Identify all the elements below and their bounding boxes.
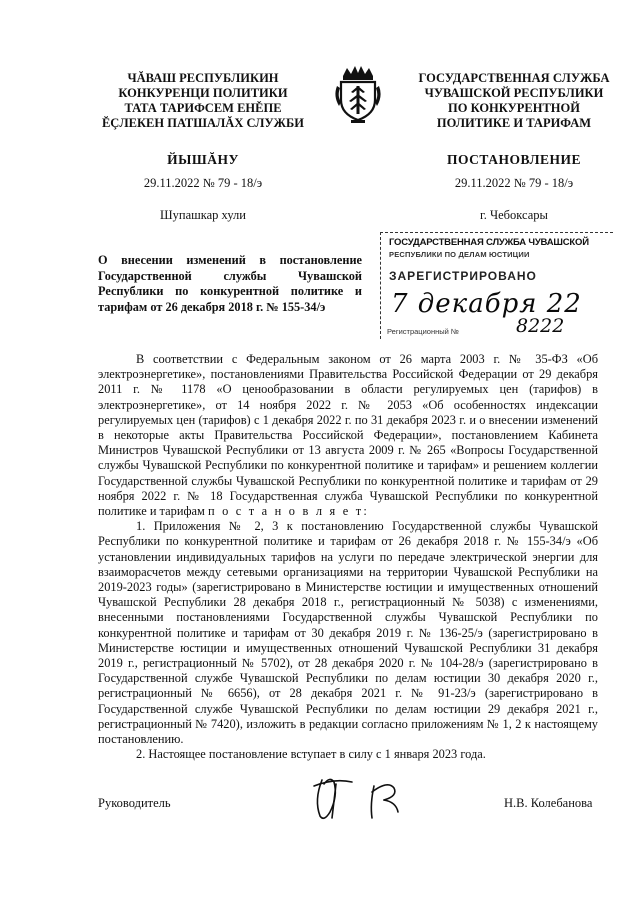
header-left-line: КОНКУРЕНЦИ ПОЛИТИКИ <box>118 86 288 100</box>
header-right-line: ГОСУДАРСТВЕННАЯ СЛУЖБА <box>418 71 610 85</box>
preamble-text: В соответствии с Федеральным законом от 26 марта 2003 г. № 35-ФЗ «Об электроэнергетике», постановлениями Правительства Российской Федерации от 29 декабря 2011 г. № 1178 «О ценообразовании в области регулируемых цен (тарифов) в электроэнергетике», от 14 ноября 2022 г. № 2053 «Об особенностях индексации регулируемых цен (тарифов) с 1 декабря 2022 г. по 31 декабря 2023 г. и о внесении изменений в некоторые акты Правительства Российской Федерации», постановлением Кабинета Министров Чувашской Республики от 13 августа 2009 г. № 265 «Вопросы Государственной службы Чувашской Республики по конкурентной политике и тарифам» и решением коллегии Государственной службы Чувашской Республики по конкурентной политике и тарифам от 29 ноября 2022 г. № 18 Государственная служба Чувашской Республики по конкурентной политике и тарифам <box>98 352 598 519</box>
doc-number-left: 29.11.2022 № 79 - 18/э <box>143 176 263 190</box>
header-right-line: ЧУВАШСКОЙ РЕСПУБЛИКИ <box>424 86 604 100</box>
header-left-line: ТАТА ТАРИФСЕМ ЕНĚПЕ <box>124 101 282 115</box>
city-chuvash: Шупашкар хули <box>160 208 246 222</box>
doc-type-chuvash: ЙЫШĂНУ <box>167 152 239 167</box>
header-left-line: ĔÇЛЕКЕН ПАТШАЛĂХ СЛУЖБИ <box>101 116 305 130</box>
stamp-reg-label: Регистрационный № <box>387 327 459 336</box>
signatory-name: Н.В. Колебанова <box>504 796 593 810</box>
document-body <box>98 352 598 762</box>
doc-number-right: 29.11.2022 № 79 - 18/э <box>454 176 574 190</box>
registration-stamp <box>380 232 613 339</box>
doc-type-russian: ПОСТАНОВЛЕНИЕ <box>446 152 582 167</box>
city-russian: г. Чебоксары <box>480 208 548 222</box>
stamp-handwritten-date: 7 декабря 22 <box>391 289 582 319</box>
header-right-line: ПОЛИТИКЕ И ТАРИФАМ <box>436 116 592 130</box>
stamp-registered: ЗАРЕГИСТРИРОВАНО <box>389 269 537 283</box>
body-item-1: 1. Приложения № 2, 3 к постановлению Государственной службы Чувашской Республики по конкурентной политике и тарифам от 26 декабря 2018 г. № 155-34/э «Об установлении индивидуальных тарифов на услуги по передаче электрической энергии для взаиморасчетов между сетевыми организациями на территории Чувашской Республики на 2019-2023 годы» (зарегистрировано в Министерстве юстиции и имущественных отношений Чувашской Республики 28 декабря 2018 г., регистрационный № 5038) с изменениями, внесенными постановлениями Государственной службы Чувашской Республики по конкурентной политике и тарифам от 30 декабря 2019 г. № 136-25/э (зарегистрировано в Министерстве юстиции и имущественных отношений Чувашской Республики 31 декабря 2019 г., регистрационный № 5702), от 28 декабря 2020 г. № 104-28/э (зарегистрировано в Государственной службе Чувашской Республики по делам юстиции 30 декабря 2020 г., регистрационный № 6656), от 28 декабря 2021 г. № 91-23/э (зарегистрировано в Государственной службе Чувашской Республики по делам юстиции 29 декабря 2021 г., регистрационный № 7420), изложить в редакции согласно приложениям № 1, 2 к настоящему постановлению. <box>98 519 598 747</box>
header-left-chuvash <box>88 71 318 131</box>
signatory-title: Руководитель <box>98 796 171 810</box>
stamp-line-1: ГОСУДАРСТВЕННАЯ СЛУЖБА ЧУВАШСКОЙ <box>389 237 589 248</box>
chuvash-coat-of-arms-icon <box>331 62 385 128</box>
header-right-russian <box>398 71 630 131</box>
handwritten-signature <box>300 772 420 824</box>
resolves-text: п о с т а н о в л я е т: <box>207 504 369 519</box>
header-right-line: ПО КОНКУРЕНТНОЙ <box>448 101 580 115</box>
document-subject: О внесении изменений в постановление Государственной службы Чувашской Республики по конкурентной политике и тарифам от 26 декабря 2018 г. № 155-34/э <box>98 253 362 314</box>
stamp-line-2: РЕСПУБЛИКИ ПО ДЕЛАМ ЮСТИЦИИ <box>389 250 530 259</box>
stamp-handwritten-number: 8222 <box>516 315 565 337</box>
body-item-2: 2. Настоящее постановление вступает в силу с 1 января 2023 года. <box>136 747 486 762</box>
header-left-line: ЧĂВАШ РЕСПУБЛИКИН <box>127 71 279 85</box>
body-preamble <box>98 352 598 519</box>
